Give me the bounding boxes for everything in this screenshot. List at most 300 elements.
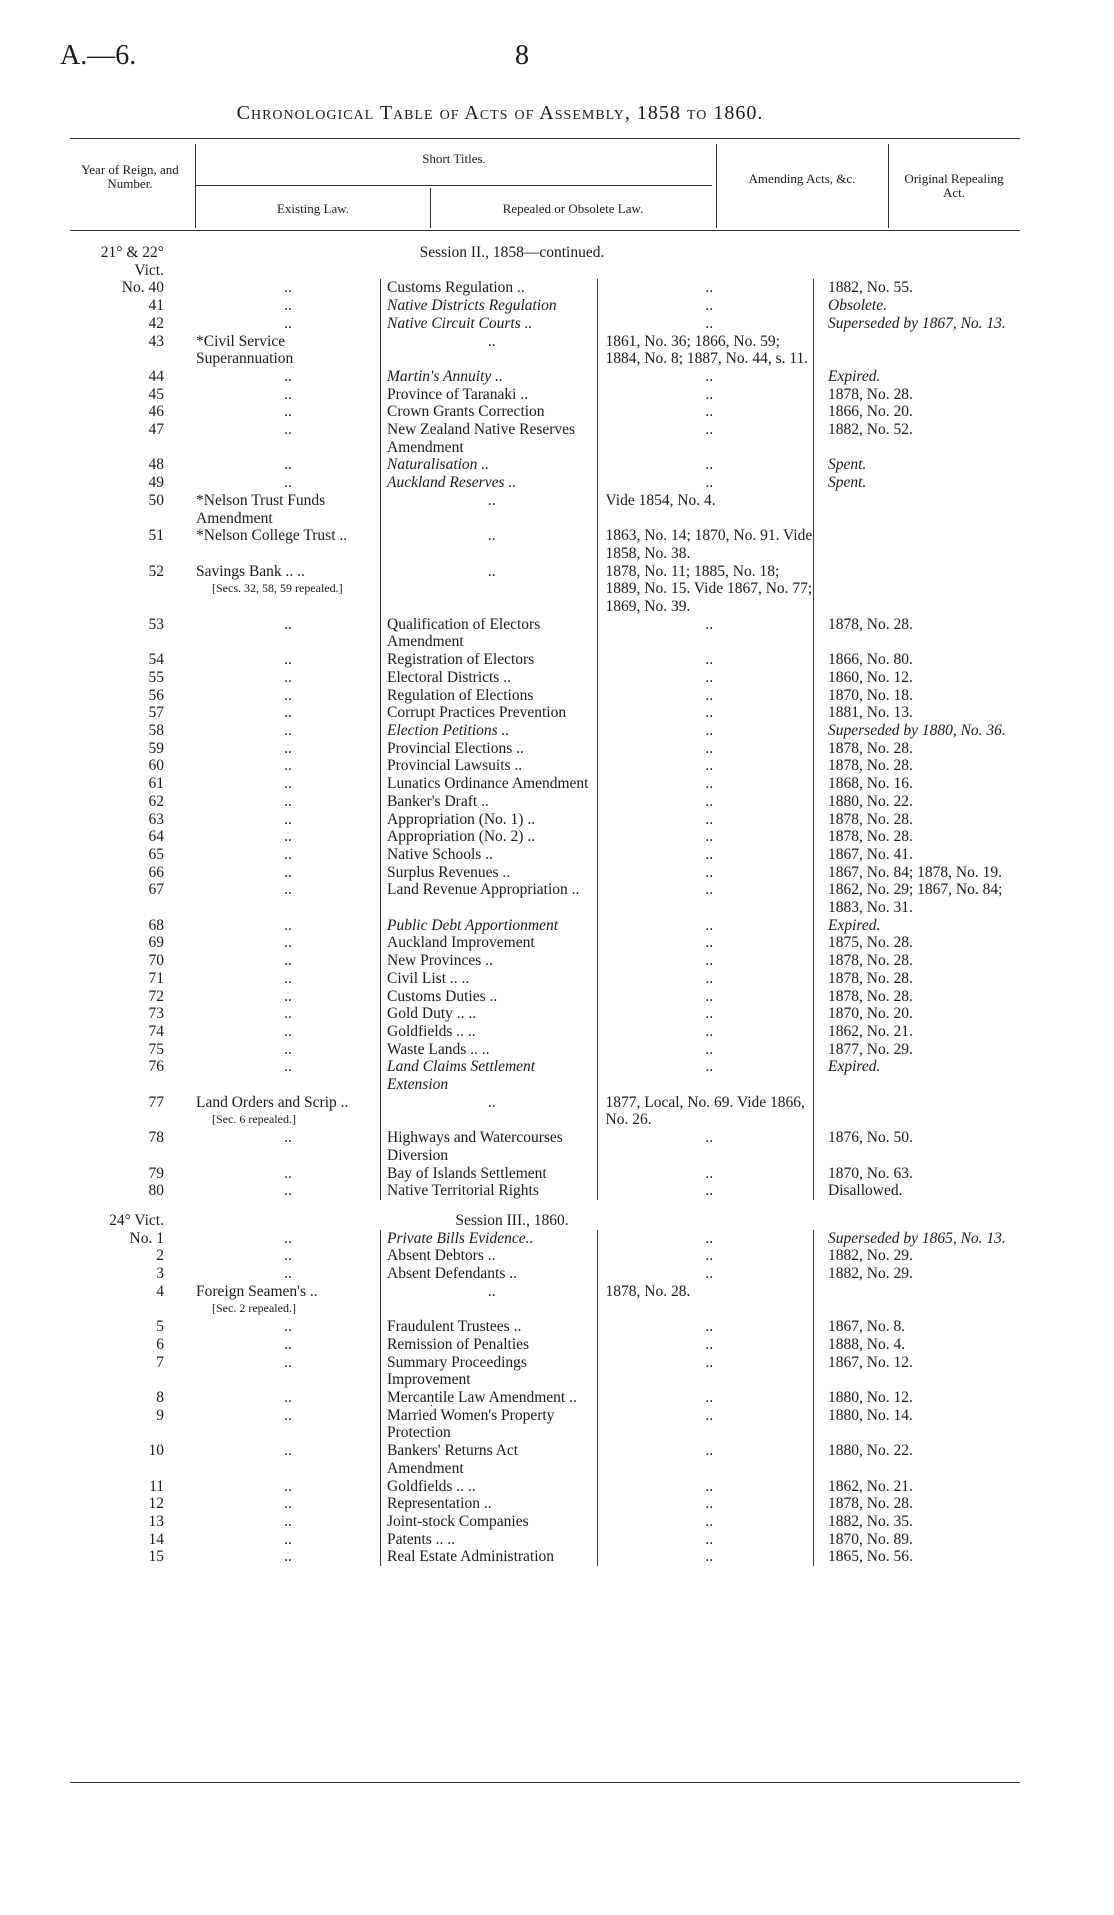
original-repealing-act-text: 1870, No. 20.	[828, 1005, 913, 1023]
original-repealing-act	[814, 1129, 1031, 1164]
act-number	[70, 1513, 164, 1531]
existing-law	[164, 421, 381, 456]
act-number-text: 75	[148, 1040, 164, 1058]
original-repealing-act-text: 1881, No. 13.	[828, 704, 913, 722]
repealed-law-text: Auckland Reserves ..	[387, 474, 517, 492]
repealed-law	[381, 651, 598, 669]
act-number	[70, 1247, 164, 1265]
amending-acts-text: ..	[705, 279, 714, 297]
repealed-law	[381, 917, 598, 935]
act-number	[70, 1129, 164, 1164]
act-number	[70, 970, 164, 988]
table-row	[70, 669, 1030, 687]
original-repealing-act-text: 1862, No. 21.	[828, 1022, 913, 1040]
table-row	[70, 722, 1030, 740]
header-amending-acts: Amending Acts, &c.	[748, 171, 856, 186]
existing-law	[164, 1094, 381, 1129]
existing-law-text: ..	[284, 686, 292, 704]
existing-law-text: ..	[284, 668, 292, 686]
original-repealing-act	[814, 368, 1031, 386]
repealed-law-text: Regulation of Elections	[387, 686, 534, 704]
table-row	[70, 421, 1030, 456]
original-repealing-act-text: 1870, No. 89.	[828, 1530, 913, 1548]
amending-acts-text: ..	[705, 828, 714, 846]
amending-acts	[597, 1495, 814, 1513]
act-number-text: 67	[148, 881, 164, 899]
table-row	[70, 1407, 1030, 1442]
amending-acts-text: ..	[705, 1512, 714, 1530]
repealed-law	[381, 456, 598, 474]
act-number	[70, 1094, 164, 1129]
repealed-law	[381, 757, 598, 775]
table-row	[70, 988, 1030, 1006]
repealed-law-text: Martin's Annuity ..	[387, 367, 503, 385]
act-number-text: 60	[148, 757, 164, 775]
act-number	[70, 757, 164, 775]
act-number	[70, 651, 164, 669]
act-number-text: 10	[148, 1442, 164, 1460]
amending-acts	[597, 368, 814, 386]
existing-law	[164, 297, 381, 315]
repealed-law-text: Representation ..	[387, 1495, 492, 1513]
table-row	[70, 1058, 1030, 1093]
act-number	[70, 1354, 164, 1389]
act-number-text: 71	[148, 969, 164, 987]
table-row	[70, 1265, 1030, 1283]
existing-law-text: ..	[284, 987, 292, 1005]
act-number-text: 15	[148, 1548, 164, 1566]
amending-acts-text: ..	[705, 721, 714, 739]
existing-law-text: ..	[284, 1164, 292, 1182]
repealed-law	[381, 279, 598, 297]
original-repealing-act	[814, 1283, 1031, 1318]
original-repealing-act	[814, 1336, 1031, 1354]
repealed-law-text: ..	[487, 332, 496, 350]
act-number-text: 44	[148, 367, 164, 385]
repealed-law	[381, 563, 598, 616]
amending-acts	[597, 1182, 814, 1200]
act-number	[70, 1318, 164, 1336]
table-row	[70, 881, 1030, 916]
amending-acts-text: ..	[705, 934, 714, 952]
existing-law-text: ..	[284, 1548, 292, 1566]
act-number	[70, 775, 164, 793]
existing-law-text: ..	[284, 1182, 292, 1200]
repealed-law-text: Land Claims Settlement Extension	[387, 1058, 536, 1094]
existing-law	[164, 386, 381, 404]
repealed-law	[381, 1230, 598, 1248]
table-row	[70, 1165, 1030, 1183]
amending-acts	[597, 1094, 814, 1129]
repealed-law-text: Banker's Draft ..	[387, 792, 489, 810]
existing-law-text: ..	[284, 1022, 292, 1040]
existing-law	[164, 1531, 381, 1549]
amending-acts-text: ..	[705, 1548, 714, 1566]
existing-law-text: ..	[284, 1442, 292, 1460]
original-repealing-act-text: 1878, No. 28.	[828, 1495, 913, 1513]
repealed-law-text: Province of Taranaki ..	[387, 385, 529, 403]
act-number-text: 55	[148, 668, 164, 686]
existing-law	[164, 952, 381, 970]
original-repealing-act-text: 1882, No. 52.	[828, 421, 913, 439]
amending-acts	[597, 1548, 814, 1566]
table-row	[70, 315, 1030, 333]
repealed-law	[381, 315, 598, 333]
existing-law	[164, 881, 381, 916]
act-number	[70, 616, 164, 651]
repealed-law-text: Mercantile Law Amendment ..	[387, 1389, 577, 1406]
amending-acts-text: ..	[705, 810, 714, 828]
original-repealing-act-text: 1860, No. 12.	[828, 668, 913, 686]
amending-acts-text: ..	[705, 1265, 714, 1283]
act-number-text: 53	[148, 615, 164, 633]
amending-acts-text: ..	[705, 1129, 714, 1147]
existing-law	[164, 828, 381, 846]
amending-acts-text: ..	[705, 1477, 714, 1495]
amending-acts-text: ..	[705, 987, 714, 1005]
repealed-law-text: Customs Duties ..	[387, 987, 498, 1005]
amending-acts	[597, 1442, 814, 1477]
table-row	[70, 456, 1030, 474]
existing-law	[164, 704, 381, 722]
amending-acts	[597, 881, 814, 916]
act-number-text: 49	[148, 474, 164, 492]
existing-law	[164, 757, 381, 775]
original-repealing-act-text: 1878, No. 28.	[828, 757, 913, 775]
existing-law	[164, 651, 381, 669]
existing-law-text: ..	[284, 279, 292, 297]
amending-acts	[597, 421, 814, 456]
amending-acts	[597, 1230, 814, 1248]
table-row	[70, 1531, 1030, 1549]
repealed-law-text: Remission of Penalties	[387, 1335, 530, 1353]
existing-law	[164, 775, 381, 793]
act-number-text: 80	[148, 1182, 164, 1200]
existing-law	[164, 1129, 381, 1164]
header-existing-law: Existing Law.	[276, 201, 350, 216]
original-repealing-act-text: 1868, No. 16.	[828, 775, 913, 793]
amending-acts	[597, 1129, 814, 1164]
repealed-law-text: Native Circuit Courts ..	[387, 314, 533, 332]
act-number-text: 51	[148, 527, 164, 545]
repealed-law	[381, 1442, 598, 1477]
original-repealing-act	[814, 1318, 1031, 1336]
existing-law-text: ..	[284, 1512, 292, 1530]
original-repealing-act-text: 1878, No. 28.	[828, 828, 913, 846]
repealed-law-text: Qualification of Electors Amendment	[387, 615, 541, 651]
amending-acts	[597, 386, 814, 404]
session-row	[70, 244, 1030, 279]
repealed-law-text: Absent Defendants ..	[387, 1265, 517, 1283]
act-number	[70, 456, 164, 474]
table-row	[70, 864, 1030, 882]
amending-acts-text: ..	[705, 456, 714, 474]
original-repealing-act-text: 1878, No. 28.	[828, 987, 913, 1005]
existing-law-text: ..	[284, 792, 292, 810]
existing-law	[164, 722, 381, 740]
existing-law-text: ..	[284, 421, 292, 439]
original-repealing-act-text: 1878, No. 28.	[828, 952, 913, 970]
act-number	[70, 687, 164, 705]
existing-law	[164, 740, 381, 758]
table-row	[70, 811, 1030, 829]
original-repealing-act	[814, 988, 1031, 1006]
existing-law-text: ..	[284, 474, 292, 492]
table-row	[70, 1094, 1030, 1129]
amending-acts-text: ..	[705, 1022, 714, 1040]
table-row	[70, 952, 1030, 970]
act-number	[70, 1182, 164, 1200]
existing-law	[164, 1318, 381, 1336]
original-repealing-act-text: 1880, No. 22.	[828, 792, 913, 810]
act-number-text: 8	[156, 1389, 164, 1406]
act-number-text: 61	[148, 775, 164, 793]
table-row	[70, 386, 1030, 404]
existing-law-text: ..	[284, 969, 292, 987]
amending-acts	[597, 651, 814, 669]
act-number-text: 64	[148, 828, 164, 846]
original-repealing-act-text: 1880, No. 22.	[828, 1442, 913, 1460]
amending-acts-text: ..	[705, 668, 714, 686]
original-repealing-act-text: 1867, No. 8.	[828, 1318, 906, 1336]
existing-law-text: ..	[284, 845, 292, 863]
existing-law-text: ..	[284, 1495, 292, 1513]
repealed-law-text: Goldfields .. ..	[387, 1477, 476, 1495]
act-number	[70, 1531, 164, 1549]
existing-law	[164, 403, 381, 421]
repealed-law-text: Summary Proceedings Improvement	[387, 1353, 527, 1389]
amending-acts	[597, 775, 814, 793]
repealed-law	[381, 616, 598, 651]
repealed-law-text: Bankers' Returns Act Amendment	[387, 1442, 519, 1477]
table-row	[70, 1336, 1030, 1354]
existing-law-note: [Sec. 6 repealed.]	[212, 1112, 296, 1127]
existing-law-text: ..	[284, 757, 292, 775]
repealed-law-text: Real Estate Administration	[387, 1548, 555, 1566]
amending-acts-text: ..	[705, 615, 714, 633]
act-number	[70, 846, 164, 864]
bottom-rule	[70, 1782, 1020, 1783]
original-repealing-act-text: 1870, No. 63.	[828, 1164, 913, 1182]
original-repealing-act-text: 1880, No. 12.	[828, 1389, 913, 1406]
act-number	[70, 492, 164, 527]
original-repealing-act	[814, 828, 1031, 846]
original-repealing-act	[814, 421, 1031, 456]
act-number	[70, 315, 164, 333]
amending-acts	[597, 722, 814, 740]
repealed-law-text: Lunatics Ordinance Amendment	[387, 775, 589, 793]
act-number-text: 45	[148, 385, 164, 403]
repealed-law	[381, 669, 598, 687]
repealed-law-text: Appropriation (No. 1) ..	[387, 810, 536, 828]
act-number	[70, 297, 164, 315]
amending-acts	[597, 1283, 814, 1318]
amending-acts-text: ..	[705, 757, 714, 775]
original-repealing-act	[814, 757, 1031, 775]
act-number-text: 12	[148, 1495, 164, 1513]
session-label: Session II., 1858—continued.	[419, 244, 605, 261]
original-repealing-act-text: 1862, No. 29; 1867, No. 84; 1883, No. 31.	[828, 881, 1003, 917]
repealed-law	[381, 1283, 598, 1318]
existing-law-text: ..	[284, 1389, 292, 1406]
repealed-law	[381, 704, 598, 722]
repealed-law-text: Civil List .. ..	[387, 969, 470, 987]
original-repealing-act	[814, 934, 1031, 952]
original-repealing-act	[814, 1548, 1031, 1566]
table-row	[70, 934, 1030, 952]
original-repealing-act-text: 1880, No. 14.	[828, 1406, 913, 1424]
act-number-text: 77	[148, 1093, 164, 1111]
amending-acts	[597, 1058, 814, 1093]
amending-acts	[597, 1389, 814, 1407]
original-repealing-act	[814, 651, 1031, 669]
repealed-law-text: Surplus Revenues ..	[387, 863, 511, 881]
existing-law	[164, 492, 381, 527]
act-number	[70, 1389, 164, 1407]
existing-law-text: ..	[284, 1530, 292, 1548]
repealed-law-text: Highways and Watercourses Diversion	[387, 1129, 563, 1164]
existing-law-text: ..	[284, 810, 292, 828]
act-number	[70, 386, 164, 404]
existing-law	[164, 474, 381, 492]
repealed-law	[381, 846, 598, 864]
repealed-law-text: Corrupt Practices Prevention	[387, 704, 567, 722]
act-number	[70, 1495, 164, 1513]
existing-law-text: ..	[284, 1247, 292, 1265]
repealed-law-text: Native Schools ..	[387, 845, 493, 863]
amending-acts-text: ..	[705, 1495, 714, 1513]
original-repealing-act-text: Spent.	[828, 474, 867, 492]
repealed-law-text: Electoral Districts ..	[387, 668, 511, 686]
existing-law-text: ..	[284, 651, 292, 669]
original-repealing-act-text: 1870, No. 18.	[828, 686, 913, 704]
existing-law-text: ..	[284, 952, 292, 970]
act-number	[70, 1478, 164, 1496]
table-row	[70, 297, 1030, 315]
original-repealing-act-text: Disallowed.	[828, 1182, 903, 1200]
amending-acts-text: ..	[705, 1229, 714, 1247]
act-number	[70, 811, 164, 829]
act-number	[70, 1230, 164, 1248]
repealed-law-text: Native Districts Regulation	[387, 297, 557, 315]
existing-law	[164, 563, 381, 616]
repealed-law	[381, 492, 598, 527]
existing-law	[164, 1336, 381, 1354]
repealed-law-text: ..	[487, 562, 496, 580]
amending-acts-text: ..	[705, 474, 714, 492]
table-row	[70, 687, 1030, 705]
table-row	[70, 1389, 1030, 1407]
table-row	[70, 793, 1030, 811]
repealed-law	[381, 1513, 598, 1531]
repealed-law-text: Crown Grants Correction	[387, 403, 545, 421]
existing-law-text: ..	[284, 934, 292, 952]
amending-acts	[597, 846, 814, 864]
table-row	[70, 527, 1030, 562]
amending-acts-text: ..	[705, 1182, 714, 1200]
amending-acts-text: Vide 1854, No. 4.	[605, 491, 716, 509]
original-repealing-act-text: 1878, No. 28.	[828, 615, 913, 633]
repealed-law	[381, 474, 598, 492]
original-repealing-act	[814, 616, 1031, 651]
repealed-law-text: Land Revenue Appropriation ..	[387, 881, 580, 899]
repealed-law	[381, 811, 598, 829]
original-repealing-act	[814, 1531, 1031, 1549]
header-year: Year of Reign, and Number.	[81, 162, 179, 191]
amending-acts	[597, 704, 814, 722]
existing-law	[164, 333, 381, 368]
repealed-law	[381, 1165, 598, 1183]
amending-acts-text: ..	[705, 1353, 714, 1371]
table-row	[70, 1230, 1030, 1248]
repealed-law	[381, 722, 598, 740]
original-repealing-act	[814, 917, 1031, 935]
original-repealing-act-text: 1867, No. 41.	[828, 845, 913, 863]
original-repealing-act-text: 1882, No. 29.	[828, 1247, 913, 1265]
act-number	[70, 527, 164, 562]
original-repealing-act	[814, 492, 1031, 527]
existing-law	[164, 1265, 381, 1283]
table-row	[70, 1478, 1030, 1496]
existing-law	[164, 669, 381, 687]
table-row	[70, 757, 1030, 775]
act-number	[70, 1265, 164, 1283]
repealed-law	[381, 1336, 598, 1354]
original-repealing-act	[814, 474, 1031, 492]
amending-acts-text: ..	[705, 969, 714, 987]
original-repealing-act	[814, 403, 1031, 421]
table-row	[70, 279, 1030, 297]
original-repealing-act-text: Spent.	[828, 456, 867, 474]
amending-acts	[597, 403, 814, 421]
table-row	[70, 474, 1030, 492]
existing-law-text: ..	[284, 775, 292, 793]
original-repealing-act	[814, 1247, 1031, 1265]
existing-law-text: *Nelson Trust Funds Amendment	[196, 491, 326, 527]
amending-acts	[597, 1407, 814, 1442]
table-row	[70, 1041, 1030, 1059]
amending-acts-text: ..	[705, 845, 714, 863]
original-repealing-act-text: 1862, No. 21.	[828, 1477, 913, 1495]
existing-law	[164, 1230, 381, 1248]
original-repealing-act	[814, 1041, 1031, 1059]
repealed-law	[381, 1478, 598, 1496]
repealed-law-text: Registration of Electors	[387, 651, 535, 669]
amending-acts	[597, 1478, 814, 1496]
act-number	[70, 988, 164, 1006]
repealed-law-text: Gold Duty .. ..	[387, 1005, 477, 1023]
amending-acts-text: ..	[705, 1406, 714, 1424]
original-repealing-act	[814, 1389, 1031, 1407]
amending-acts-text: ..	[705, 1164, 714, 1182]
repealed-law-text: Waste Lands .. ..	[387, 1040, 490, 1058]
act-number	[70, 793, 164, 811]
existing-law-text: ..	[284, 1005, 292, 1023]
act-number-text: 65	[148, 845, 164, 863]
existing-law-text: ..	[284, 1477, 292, 1495]
act-number-text: 52	[148, 562, 164, 580]
act-number	[70, 1442, 164, 1477]
existing-law-text: ..	[284, 863, 292, 881]
act-number	[70, 474, 164, 492]
repealed-law	[381, 864, 598, 882]
amending-acts-text: ..	[705, 952, 714, 970]
repealed-law-text: ..	[487, 527, 496, 545]
existing-law	[164, 811, 381, 829]
repealed-law	[381, 775, 598, 793]
amending-acts-text: 1861, No. 36; 1866, No. 59; 1884, No. 8; 1887, No. 44, s. 11.	[605, 332, 809, 368]
existing-law-text: ..	[284, 1318, 292, 1336]
